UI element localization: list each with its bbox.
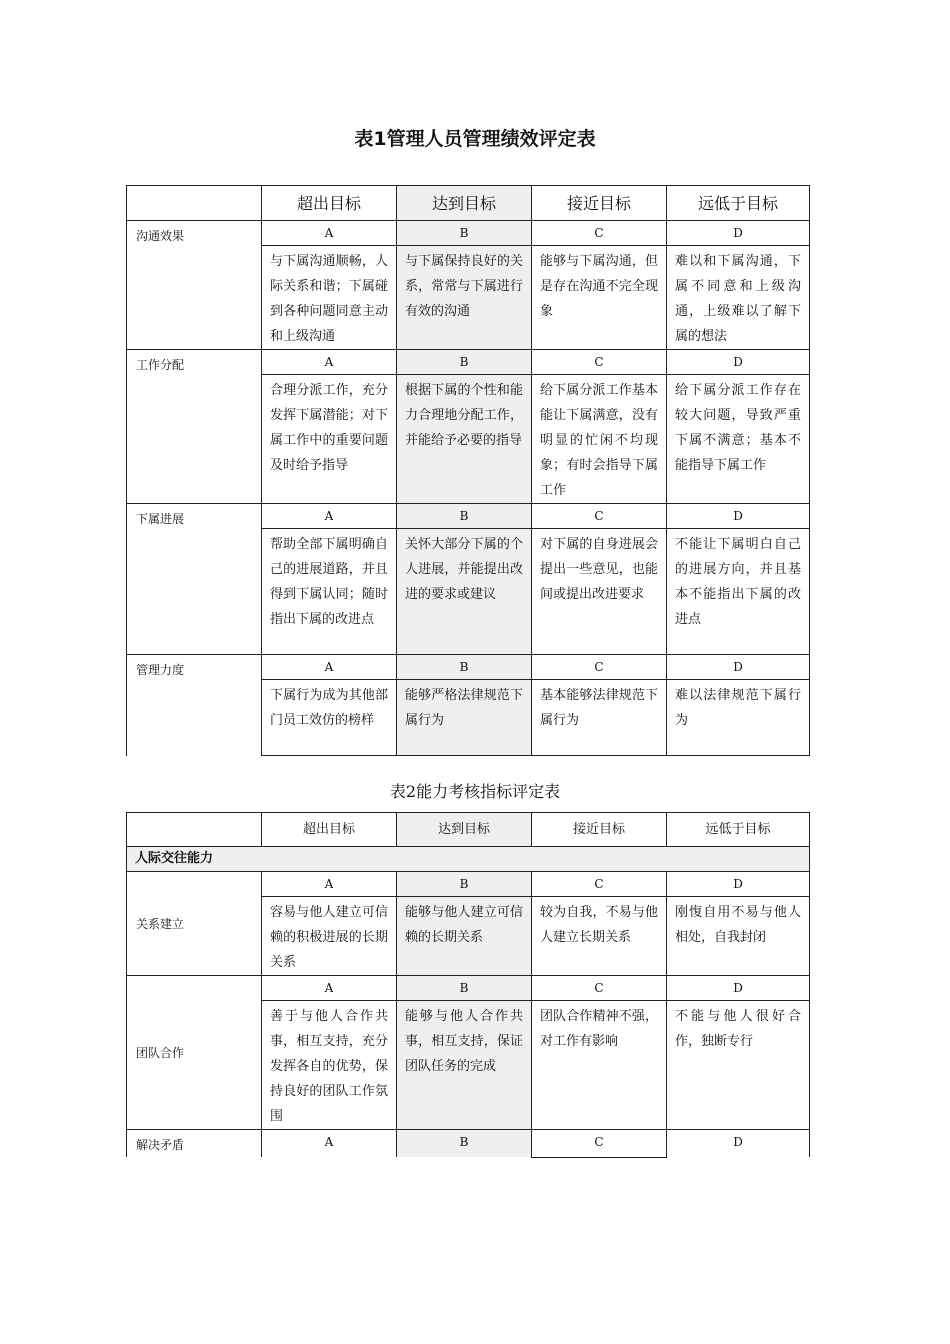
table1-header-reach: 达到目标: [397, 186, 532, 221]
grade-d: D: [667, 655, 810, 680]
table-row: [127, 504, 810, 529]
grade-b: B: [397, 350, 532, 375]
table2-header-row: [127, 813, 810, 847]
grade-a: A: [262, 221, 397, 246]
cell-c: 对下属的自身进展会提出一些意见，也能间或提出改进要求: [532, 529, 667, 655]
grade-b: B: [397, 655, 532, 680]
cell-b: 与下属保持良好的关系，常常与下属进行有效的沟通: [397, 246, 532, 350]
section-title: 人际交往能力: [127, 847, 810, 872]
grade-a: A: [262, 504, 397, 529]
table2-title: 表2能力考核指标评定表: [389, 782, 561, 801]
cell-a: 与下属沟通顺畅，人际关系和谐；下属碰到各种问题同意主动和上级沟通: [262, 246, 397, 350]
grade-c: C: [532, 872, 667, 897]
table2-section-row: [127, 847, 810, 872]
row-label: 工作分配: [127, 350, 262, 504]
table-row: [127, 976, 810, 1001]
cell-b: 能够与他人合作共事，相互支持，保证团队任务的完成: [397, 1001, 532, 1130]
cell-c: 基本能够法律规范下属行为: [532, 680, 667, 756]
table2-header-corner: [127, 813, 262, 847]
table1-management-performance: [126, 185, 810, 756]
table1-title: 表1管理人员管理绩效评定表: [354, 128, 596, 150]
grade-c: C: [532, 350, 667, 375]
row-label: 解决矛盾: [127, 1130, 262, 1158]
cell-b: 关怀大部分下属的个人进展，并能提出改进的要求或建议: [397, 529, 532, 655]
cell-d: 刚愎自用不易与他人相处，自我封闭: [667, 897, 810, 976]
cell-d: 不能让下属明白自己的进展方向，并且基本不能指出下属的改进点: [667, 529, 810, 655]
grade-c: C: [532, 976, 667, 1001]
grade-b: B: [397, 872, 532, 897]
grade-b: B: [397, 976, 532, 1001]
cell-a: 帮助全部下属明确自己的进展道路，并且得到下属认同；随时指出下属的改进点: [262, 529, 397, 655]
grade-d: D: [667, 1130, 810, 1158]
grade-c: C: [532, 221, 667, 246]
grade-c: C: [532, 1130, 667, 1158]
cell-a: 容易与他人建立可信赖的积极进展的长期关系: [262, 897, 397, 976]
cell-b: 能够与他人建立可信赖的长期关系: [397, 897, 532, 976]
cell-a: 善于与他人合作共事，相互支持，充分发挥各自的优势，保持良好的团队工作氛围: [262, 1001, 397, 1130]
cell-d: 给下属分派工作存在较大问题，导致严重下属不满意；基本不能指导下属工作: [667, 375, 810, 504]
table2-header-exceed: 超出目标: [262, 813, 397, 847]
cell-b: 能够严格法律规范下属行为: [397, 680, 532, 756]
grade-c: C: [532, 504, 667, 529]
grade-a: A: [262, 1130, 397, 1158]
row-label: 管理力度: [127, 655, 262, 756]
table-row: [127, 221, 810, 246]
table-row: [127, 872, 810, 897]
table1-header-exceed: 超出目标: [262, 186, 397, 221]
table1-header-corner: [127, 186, 262, 221]
table1-header-row: [127, 186, 810, 221]
cell-d: 不能与他人很好合作，独断专行: [667, 1001, 810, 1130]
cell-d: 难以法律规范下属行为: [667, 680, 810, 756]
table-row: [127, 350, 810, 375]
grade-d: D: [667, 350, 810, 375]
grade-b: B: [397, 504, 532, 529]
grade-d: D: [667, 872, 810, 897]
row-label: 团队合作: [127, 976, 262, 1130]
table-row: [127, 1130, 810, 1158]
grade-b: B: [397, 1130, 532, 1158]
grade-a: A: [262, 655, 397, 680]
table2-header-near: 接近目标: [532, 813, 667, 847]
grade-d: D: [667, 221, 810, 246]
cell-a: 下属行为成为其他部门员工效仿的榜样: [262, 680, 397, 756]
cell-a: 合理分派工作，充分发挥下属潜能；对下属工作中的重要问题及时给予指导: [262, 375, 397, 504]
grade-d: D: [667, 976, 810, 1001]
row-label: 关系建立: [127, 872, 262, 976]
cell-c: 较为自我，不易与他人建立长期关系: [532, 897, 667, 976]
table2-ability-assessment: [126, 812, 810, 1158]
cell-b: 根据下属的个性和能力合理地分配工作，并能给予必要的指导: [397, 375, 532, 504]
table2-header-reach: 达到目标: [397, 813, 532, 847]
cell-c: 给下属分派工作基本能让下属满意，没有明显的忙闲不均现象；有时会指导下属工作: [532, 375, 667, 504]
table-row: [127, 655, 810, 680]
grade-a: A: [262, 350, 397, 375]
cell-c: 团队合作精神不强，对工作有影响: [532, 1001, 667, 1130]
grade-d: D: [667, 504, 810, 529]
table2-header-far-below: 远低于目标: [667, 813, 810, 847]
cell-c: 能够与下属沟通，但是存在沟通不完全现象: [532, 246, 667, 350]
table1-header-far-below: 远低于目标: [667, 186, 810, 221]
grade-a: A: [262, 976, 397, 1001]
table1-header-near: 接近目标: [532, 186, 667, 221]
grade-c: C: [532, 655, 667, 680]
row-label: 沟通效果: [127, 221, 262, 350]
cell-d: 难以和下属沟通，下属不同意和上级沟通，上级难以了解下属的想法: [667, 246, 810, 350]
row-label: 下属进展: [127, 504, 262, 655]
grade-a: A: [262, 872, 397, 897]
grade-b: B: [397, 221, 532, 246]
